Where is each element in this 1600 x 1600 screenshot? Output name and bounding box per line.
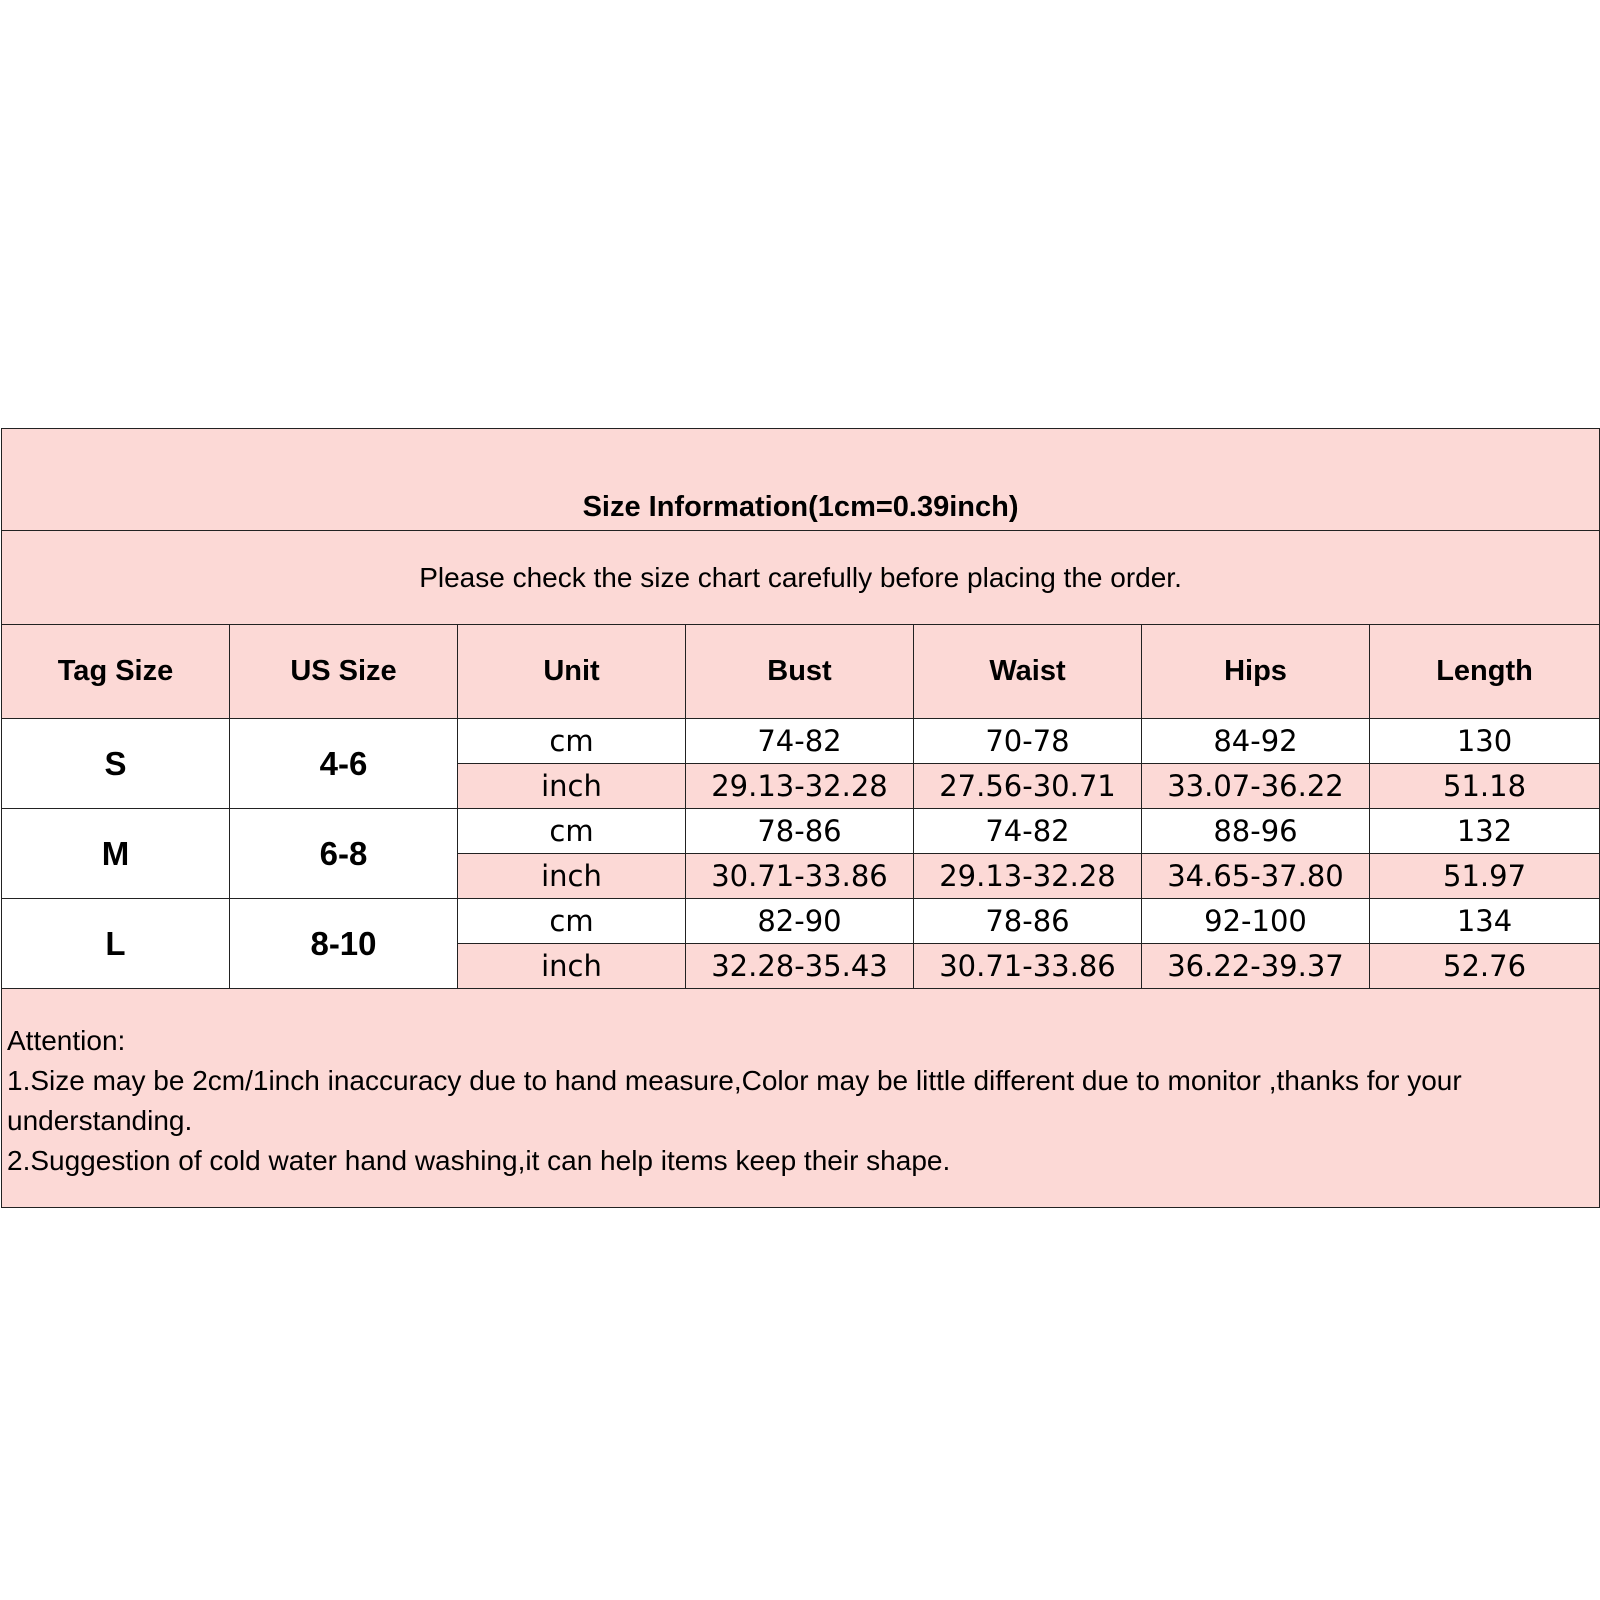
bust-cell: 74-82: [686, 719, 914, 764]
hips-cell: 36.22-39.37: [1142, 944, 1370, 989]
notice-text: Please check the size chart carefully before placing the order.: [2, 531, 1600, 625]
waist-cell: 78-86: [914, 899, 1142, 944]
attention-line-1: 1.Size may be 2cm/1inch inaccuracy due to hand measure,Color may be little different due to monitor ,thanks for your understanding.: [7, 1065, 1462, 1136]
unit-cell: cm: [458, 719, 686, 764]
hips-cell: 84-92: [1142, 719, 1370, 764]
size-chart-table: [1, 428, 1600, 1208]
length-cell: 130: [1370, 719, 1600, 764]
bust-cell: 30.71-33.86: [686, 854, 914, 899]
hips-cell: 34.65-37.80: [1142, 854, 1370, 899]
title-row: [2, 429, 1600, 531]
us-size-cell: 8-10: [230, 899, 458, 989]
bust-cell: 78-86: [686, 809, 914, 854]
bust-cell: 29.13-32.28: [686, 764, 914, 809]
header-tag-size: Tag Size: [2, 625, 230, 719]
header-waist: Waist: [914, 625, 1142, 719]
waist-cell: 27.56-30.71: [914, 764, 1142, 809]
tag-size-cell: S: [2, 719, 230, 809]
unit-cell: cm: [458, 809, 686, 854]
unit-cell: inch: [458, 854, 686, 899]
header-length: Length: [1370, 625, 1600, 719]
length-cell: 51.18: [1370, 764, 1600, 809]
header-bust: Bust: [686, 625, 914, 719]
header-unit: Unit: [458, 625, 686, 719]
tag-size-cell: L: [2, 899, 230, 989]
hips-cell: 92-100: [1142, 899, 1370, 944]
unit-cell: cm: [458, 899, 686, 944]
waist-cell: 70-78: [914, 719, 1142, 764]
length-cell: 52.76: [1370, 944, 1600, 989]
header-row: [2, 625, 1600, 719]
hips-cell: 88-96: [1142, 809, 1370, 854]
tag-size-cell: M: [2, 809, 230, 899]
attention-row: [2, 989, 1600, 1208]
unit-cell: inch: [458, 944, 686, 989]
waist-cell: 30.71-33.86: [914, 944, 1142, 989]
us-size-cell: 6-8: [230, 809, 458, 899]
table-row: [2, 809, 1600, 854]
waist-cell: 29.13-32.28: [914, 854, 1142, 899]
length-cell: 132: [1370, 809, 1600, 854]
chart-title: Size Information(1cm=0.39inch): [2, 429, 1600, 531]
table-row: [2, 899, 1600, 944]
waist-cell: 74-82: [914, 809, 1142, 854]
attention-line-2: 2.Suggestion of cold water hand washing,it can help items keep their shape.: [7, 1145, 951, 1176]
unit-cell: inch: [458, 764, 686, 809]
us-size-cell: 4-6: [230, 719, 458, 809]
attention-heading: Attention:: [7, 1025, 126, 1056]
hips-cell: 33.07-36.22: [1142, 764, 1370, 809]
notice-row: [2, 531, 1600, 625]
bust-cell: 32.28-35.43: [686, 944, 914, 989]
header-hips: Hips: [1142, 625, 1370, 719]
attention-block: [2, 989, 1600, 1208]
bust-cell: 82-90: [686, 899, 914, 944]
length-cell: 134: [1370, 899, 1600, 944]
header-us-size: US Size: [230, 625, 458, 719]
length-cell: 51.97: [1370, 854, 1600, 899]
table-row: [2, 719, 1600, 764]
